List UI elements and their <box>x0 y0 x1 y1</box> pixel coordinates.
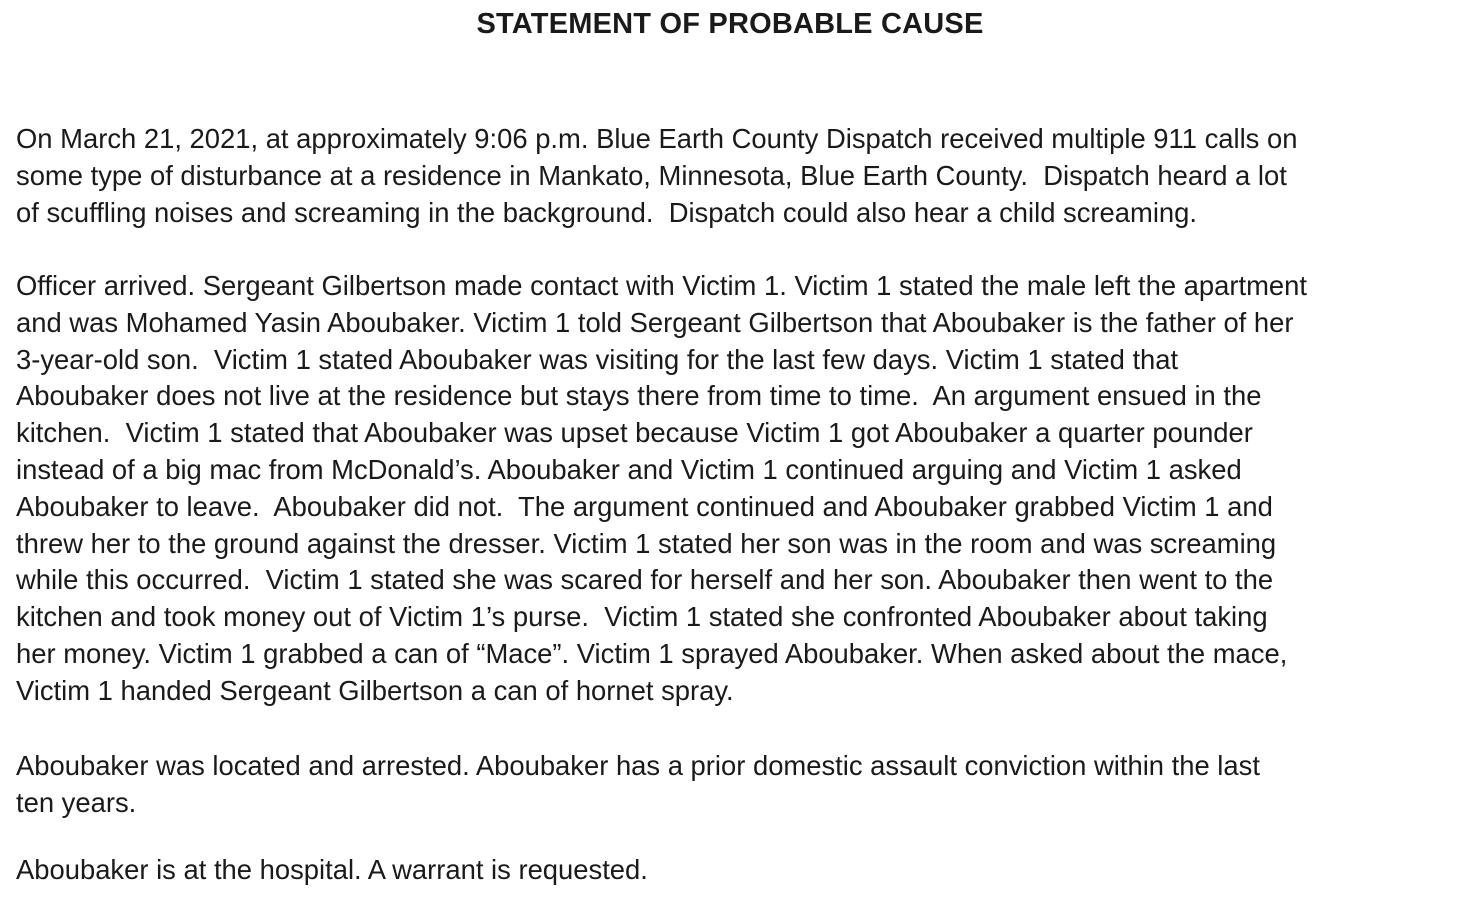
text-line: instead of a big mac from McDonald’s. Aboubaker and Victim 1 continued arguing and Victim 1 asked <box>16 453 1242 485</box>
text-line: Aboubaker was located and arrested. Aboubaker has a prior domestic assault conviction within the last <box>16 750 1260 781</box>
paragraph-arrest <box>16 748 1456 822</box>
text-line: threw her to the ground against the dresser. Victim 1 stated her son was in the room and was screaming <box>16 527 1277 559</box>
text-line: some type of disturbance at a residence in Mankato, Minnesota, Blue Earth County. Dispatch heard a lot <box>16 159 1287 191</box>
text-line: while this occurred. Victim 1 stated she was scared for herself and her son. Aboubaker then went to the <box>16 564 1274 596</box>
text-line: ten years. <box>16 786 137 818</box>
text-line: 3-year-old son. Victim 1 stated Aboubaker was visiting for the last few days. Victim 1 stated that <box>16 343 1179 375</box>
text-line: kitchen and took money out of Victim 1’s purse. Victim 1 stated she confronted Aboubaker about taking <box>16 601 1268 633</box>
text-line: Aboubaker is at the hospital. A warrant is requested. <box>16 854 648 885</box>
text-line: Officer arrived. Sergeant Gilbertson made contact with Victim 1. Victim 1 stated the male left the apartment <box>16 270 1308 301</box>
text-line: Aboubaker does not live at the residence but stays there from time to time. An argument ensued in the <box>16 380 1262 412</box>
text-line: Victim 1 handed Sergeant Gilbertson a can of hornet spray. <box>16 674 734 706</box>
text-line: of scuffling noises and screaming in the background. Dispatch could also hear a child screaming. <box>16 196 1197 228</box>
text-line: her money. Victim 1 grabbed a can of “Mace”. Victim 1 sprayed Aboubaker. When asked about the mace, <box>16 637 1288 669</box>
text-line: kitchen. Victim 1 stated that Aboubaker was upset because Victim 1 got Aboubaker a quarter pounder <box>16 417 1253 449</box>
document-title: STATEMENT OF PROBABLE CAUSE <box>476 8 984 40</box>
text-line: On March 21, 2021, at approximately 9:06 p.m. Blue Earth County Dispatch received multiple 911 calls on <box>16 123 1298 154</box>
paragraph-warrant <box>16 852 1456 889</box>
text-line: Aboubaker to leave. Aboubaker did not. The argument continued and Aboubaker grabbed Victim 1 and <box>16 490 1273 522</box>
paragraph-incident-report <box>16 121 1456 231</box>
text-line: and was Mohamed Yasin Aboubaker. Victim 1 told Sergeant Gilbertson that Aboubaker is the father of her <box>16 306 1294 338</box>
paragraph-officer-account <box>16 268 1456 710</box>
